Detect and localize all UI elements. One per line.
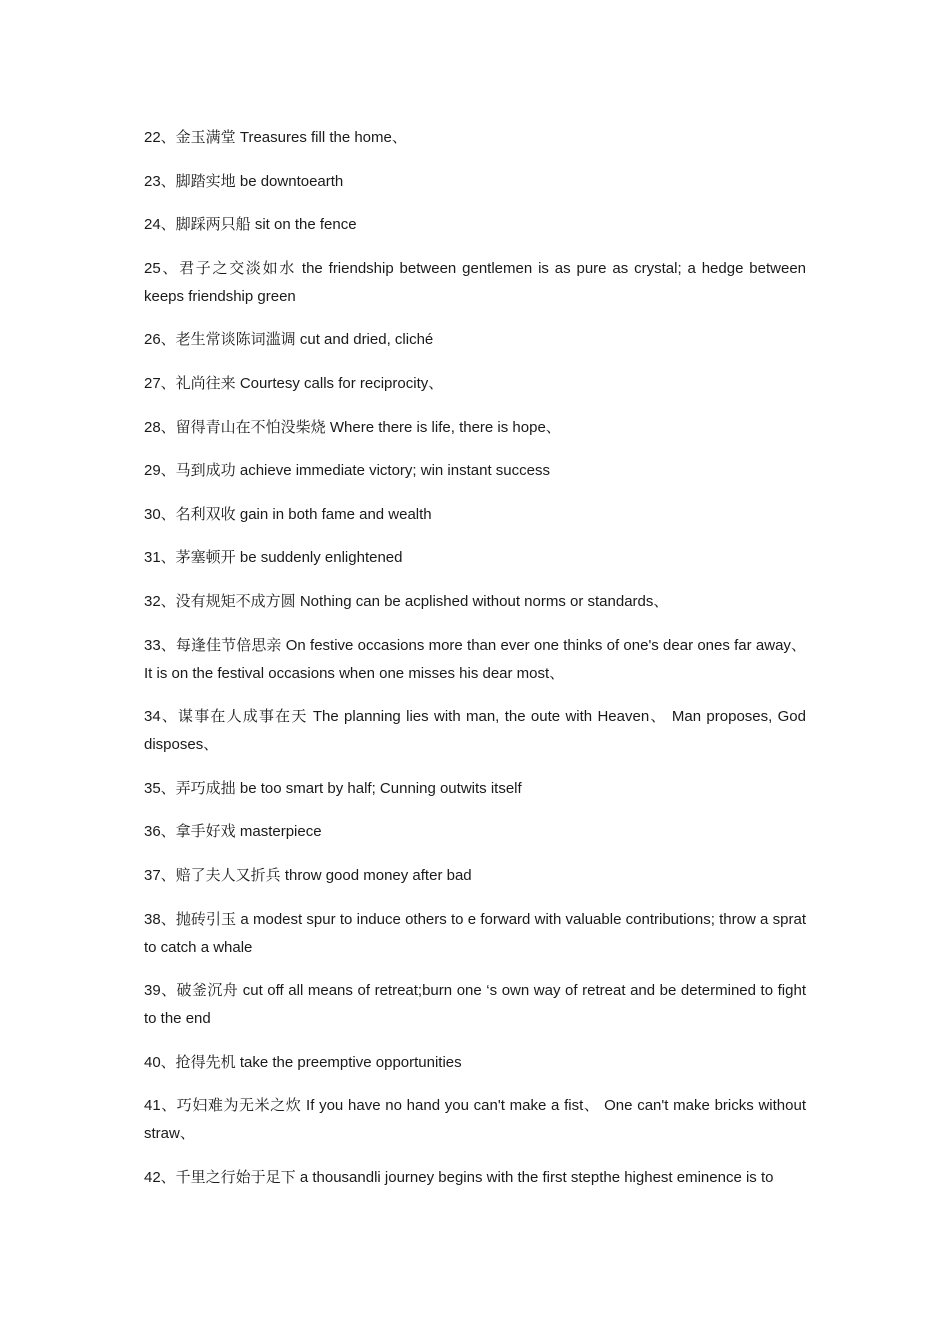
idiom-entry-28: 28、留得青山在不怕没柴烧 Where there is life, there is hope、 xyxy=(144,418,561,436)
idiom-entry-35: 35、弄巧成拙 be too smart by half; Cunning outwits itself xyxy=(144,779,522,797)
idiom-entry-27: 27、礼尚往来 Courtesy calls for reciprocity、 xyxy=(144,374,444,392)
idiom-entry-38: 38、抛砖引玉 a modest spur to induce others to e forward with valuable contributions; throw a sprat to catch a whale xyxy=(144,910,806,956)
idiom-entry-42: 42、千里之行始于足下 a thousandli journey begins with the first stepthe highest eminence is to xyxy=(144,1168,774,1186)
idiom-entry-33: 33、每逢佳节倍思亲 On festive occasions more than ever one thinks of one's dear ones far away、It is on the festival occasions when one misses his dear most、 xyxy=(144,636,806,682)
idiom-entry-26: 26、老生常谈陈词滥调 cut and dried, cliché xyxy=(144,331,434,349)
idiom-entry-24: 24、脚踩两只船 sit on the fence xyxy=(144,216,357,234)
idiom-entry-37: 37、赔了夫人又折兵 throw good money after bad xyxy=(144,866,472,884)
idiom-entry-31: 31、茅塞顿开 be suddenly enlightened xyxy=(144,549,403,567)
idiom-entry-23: 23、脚踏实地 be downtoearth xyxy=(144,172,344,190)
idiom-entry-29: 29、马到成功 achieve immediate victory; win instant success xyxy=(144,462,550,480)
idiom-entry-40: 40、抢得先机 take the preemptive opportunities xyxy=(144,1053,462,1071)
idiom-entry-39: 39、破釜沉舟 cut off all means of retreat;burn one ‘s own way of retreat and be determined to fight to the end xyxy=(144,982,806,1028)
idiom-entry-30: 30、名利双收 gain in both fame and wealth xyxy=(144,505,432,523)
idiom-entry-41: 41、巧妇难为无米之炊 If you have no hand you can't make a fist、 One can't make bricks without straw、 xyxy=(144,1097,806,1143)
idiom-entry-22: 22、金玉满堂 Treasures fill the home、 xyxy=(144,129,407,146)
idiom-entry-34: 34、谋事在人成事在天 The planning lies with man, the oute with Heaven、 Man proposes, God disposes、 xyxy=(144,708,806,754)
idiom-entry-32: 32、没有规矩不成方圆 Nothing can be acplished without norms or standards、 xyxy=(144,592,669,610)
idiom-entry-25: 25、君子之交淡如水 the friendship between gentlemen is as pure as crystal; a hedge between keeps friendship green xyxy=(144,259,806,305)
idiom-entry-36: 36、拿手好戏 masterpiece xyxy=(144,823,322,841)
